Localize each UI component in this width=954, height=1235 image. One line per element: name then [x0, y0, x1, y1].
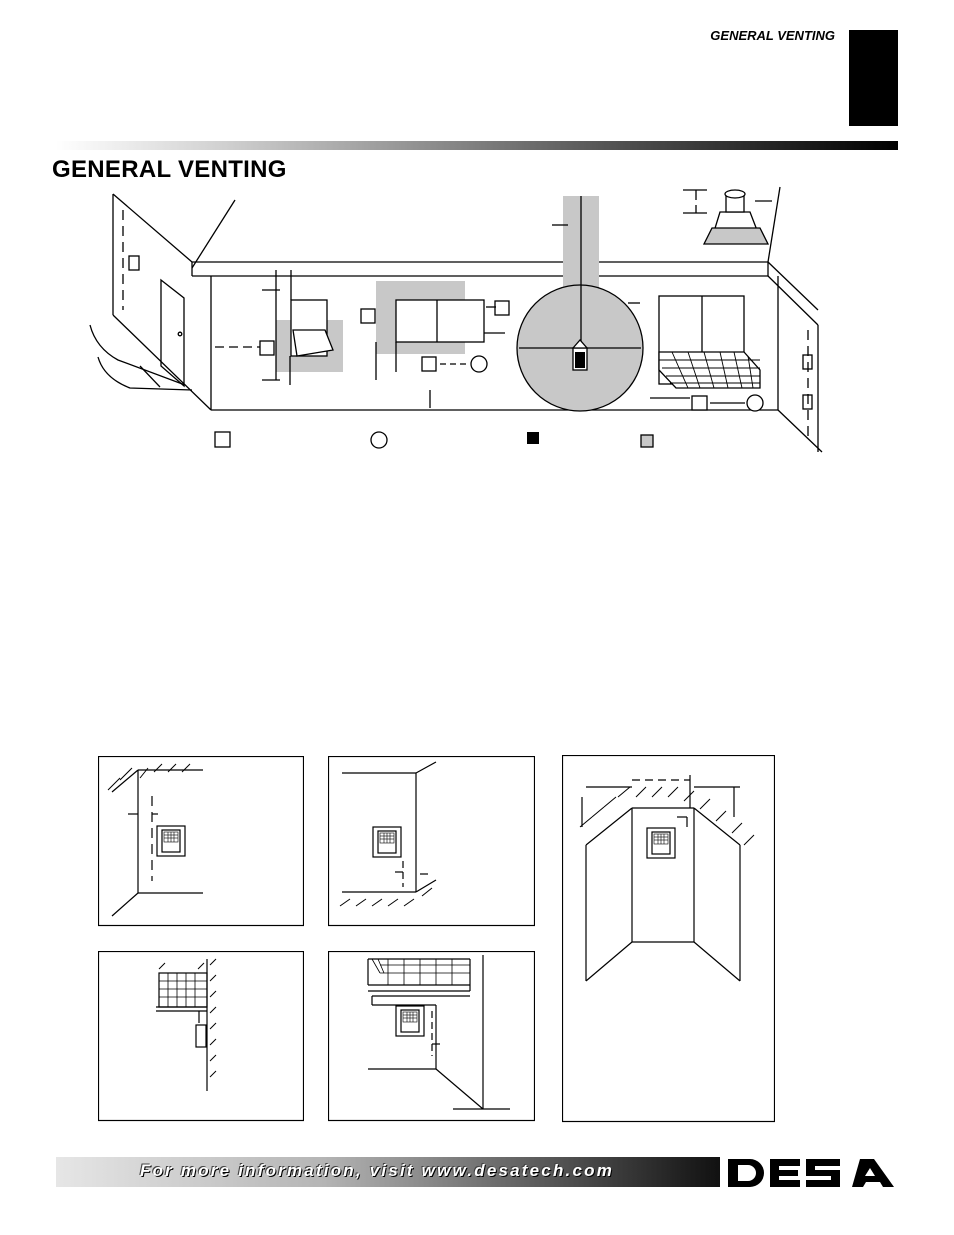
detail-under-balcony — [98, 951, 304, 1122]
restricted-area-icon — [641, 435, 653, 447]
desa-logo — [726, 1155, 898, 1191]
detail-inside-corner — [98, 756, 304, 927]
detail-recessed-location — [562, 755, 775, 1123]
detail-outside-corner — [328, 756, 535, 927]
page-title: GENERAL VENTING — [52, 156, 287, 183]
running-head: GENERAL VENTING — [710, 28, 835, 43]
footer-website-text: For more information, visit www.desatech.com — [140, 1161, 615, 1180]
detail-deck-corner — [328, 951, 535, 1122]
vent-terminal-square-icon — [215, 432, 230, 447]
vent-terminal-filled-icon — [527, 432, 539, 444]
air-supply-circle-icon — [371, 432, 387, 448]
